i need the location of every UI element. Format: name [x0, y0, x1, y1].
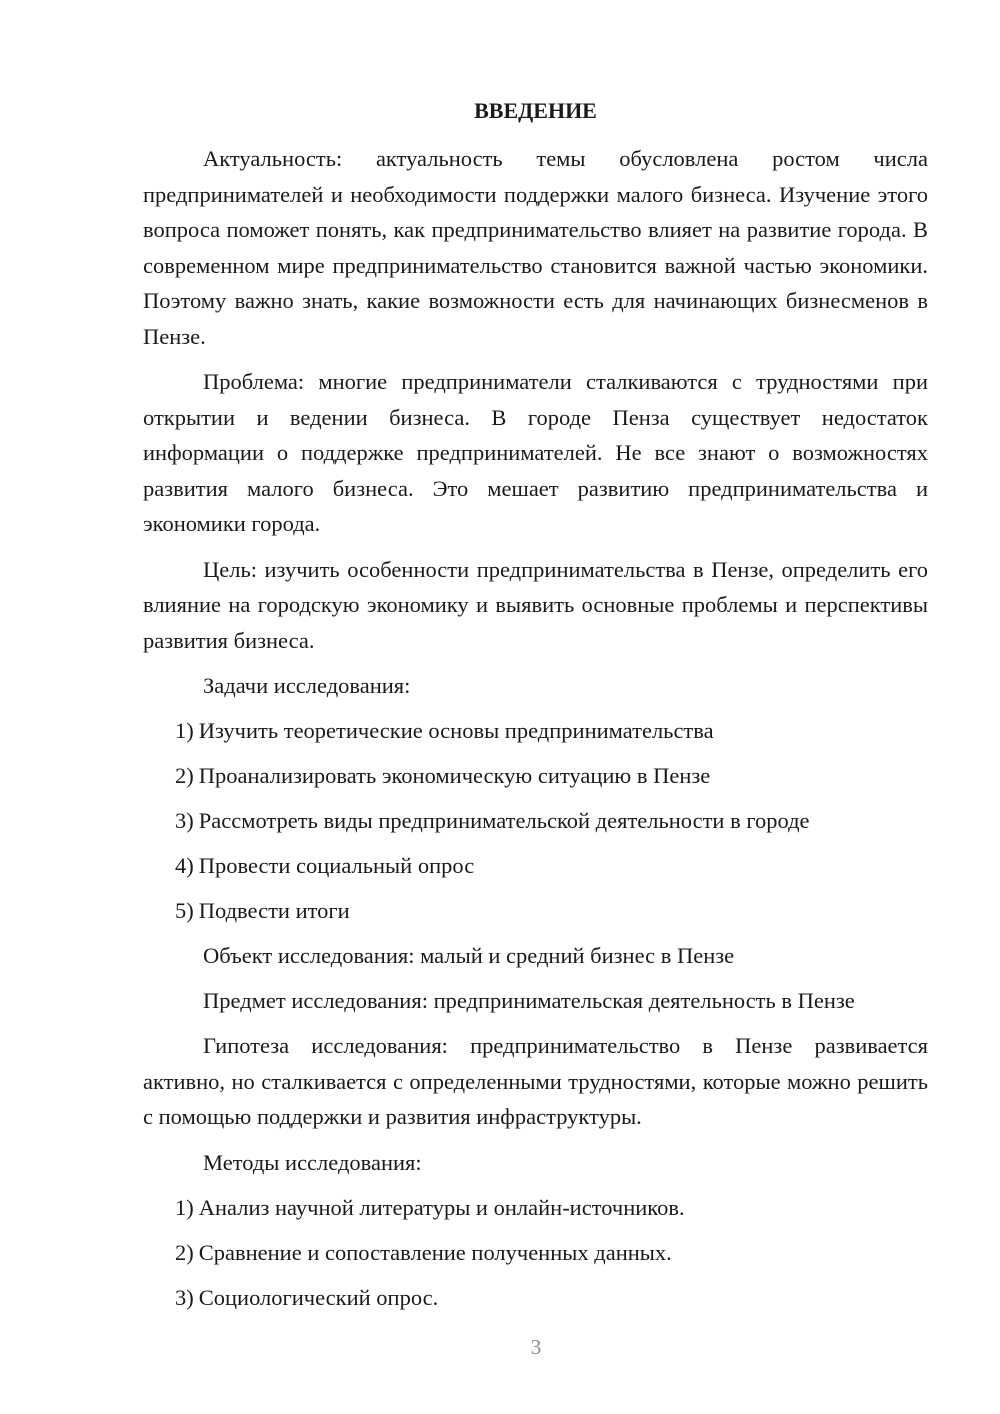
list-item-text: Анализ научной литературы и онлайн-источников.: [198, 1194, 685, 1220]
tasks-list: [143, 713, 928, 928]
goal-paragraph: Цель: изучить особенности предпринимательства в Пензе, определить его влияние на городскую экономику и выявить основные проблемы и перспективы развития бизнеса.: [143, 556, 928, 653]
list-item-number: 2): [175, 763, 194, 788]
list-item: [143, 758, 928, 793]
section-title: ВВЕДЕНИЕ: [474, 98, 597, 123]
list-item-number: 1): [175, 718, 194, 743]
list-item-number: 3): [175, 1284, 194, 1310]
hypothesis-paragraph: Гипотеза исследования: предпринимательство в Пензе развивается активно, но сталкивается с определенными трудностями, которые можно решить с помощью поддержки и развития инфраструктуры.: [143, 1033, 928, 1129]
problem-paragraph: Проблема: многие предприниматели сталкиваются с трудностями при открытии и ведении бизнеса. В городе Пенза существует недостаток информации о поддержке предпринимателей. Не все знают о возможностях развития малого бизнеса. Это мешает развитию предпринимательства и экономики города.: [143, 369, 928, 536]
page-content: [143, 95, 928, 1325]
list-item: [143, 803, 928, 838]
list-item-text: Рассмотреть виды предпринимательской деятельности в городе: [198, 808, 810, 833]
list-item-number: 2): [175, 1239, 194, 1265]
list-item-number: 5): [175, 898, 194, 923]
list-item: [143, 1280, 928, 1315]
list-item-text: Подвести итоги: [198, 898, 350, 923]
research-object: Объект исследования: малый и средний бизнес в Пензе: [203, 943, 735, 968]
list-item-number: 1): [175, 1194, 194, 1220]
list-item-text: Проанализировать экономическую ситуацию в Пензе: [198, 763, 711, 788]
methods-list: [143, 1190, 928, 1315]
relevance-paragraph: Актуальность: актуальность темы обусловлена ростом числа предпринимателей и необходимости поддержки малого бизнеса. Изучение этого вопроса поможет понять, как предпринимательство влияет на развитие города. В современном мире предпринимательство становится важной частью экономики. Поэтому важно знать, какие возможности есть для начинающих бизнесменов в Пензе.: [143, 146, 928, 349]
list-item: [143, 893, 928, 928]
list-item-text: Сравнение и сопоставление полученных данных.: [198, 1239, 672, 1265]
list-item-text: Изучить теоретические основы предпринимательства: [198, 718, 714, 743]
research-subject: Предмет исследования: предпринимательская деятельность в Пензе: [203, 988, 855, 1013]
methods-heading: Методы исследования:: [203, 1149, 422, 1175]
list-item-text: Провести социальный опрос: [198, 853, 475, 878]
tasks-heading: Задачи исследования:: [203, 673, 411, 698]
list-item-text: Социологический опрос.: [198, 1284, 439, 1310]
page-number: 3: [530, 1335, 542, 1359]
list-item: [143, 1190, 928, 1225]
list-item-number: 4): [175, 853, 194, 878]
list-item: [143, 713, 928, 748]
list-item: [143, 848, 928, 883]
list-item-number: 3): [175, 808, 194, 833]
list-item: [143, 1235, 928, 1270]
